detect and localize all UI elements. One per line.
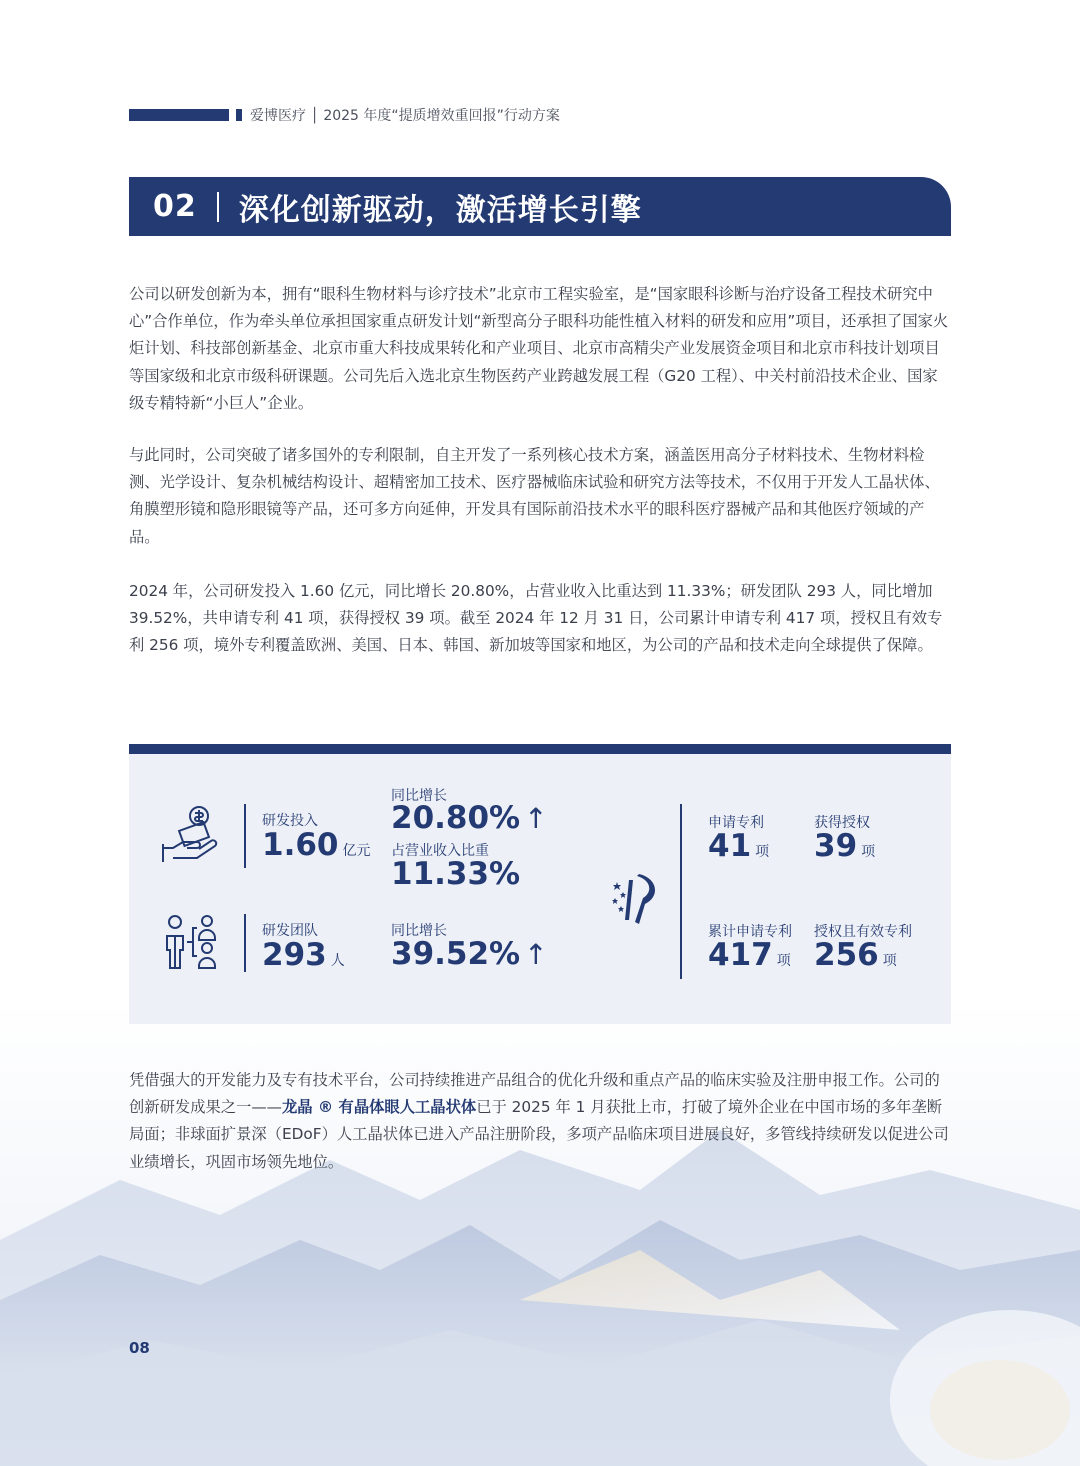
patent-valid-unit: 项 (882, 953, 897, 969)
team-growth-label: 同比增长 (391, 923, 447, 939)
rd-growth-label: 同比增长 (391, 788, 447, 804)
team-growth-number: 39.52% (391, 936, 521, 972)
patent-grant-value (814, 828, 876, 864)
team-number: 293 (262, 937, 327, 973)
patent-valid-value (814, 937, 897, 973)
patent-apply-unit: 项 (755, 844, 770, 860)
paragraph-4-text-b: 已于 2025 年 1 月获批上市，打破了境外企业在中国市场的多年垄断局面；非球面扩景深（EDoF）人工晶状体已进入产品注册阶段，多项产品临床项目进展良好，多管线持续研发以促进公司业绩增长，巩固市场领先地位。 (129, 1098, 949, 1171)
rd-growth-number: 20.80% (391, 800, 521, 836)
patent-grant-number: 39 (814, 828, 858, 864)
section-divider (217, 192, 219, 222)
patent-grant-unit: 项 (861, 844, 876, 860)
rd-invest-number: 1.60 (262, 827, 339, 863)
divider (244, 804, 246, 868)
rd-invest-value (262, 827, 371, 863)
paragraph-4 (129, 1067, 951, 1176)
patent-total-value (708, 937, 791, 973)
up-arrow-icon: ↑ (524, 802, 548, 835)
team-growth-value (391, 936, 548, 972)
team-icon (163, 912, 223, 972)
patent-grant-label: 获得授权 (814, 815, 870, 831)
patent-valid-number: 256 (814, 937, 879, 973)
stats-panel-top-bar (129, 744, 951, 754)
rd-ratio-value: 11.33% (391, 856, 521, 892)
product-name-highlight: 龙晶 ® 有晶体眼人工晶状体 (281, 1098, 477, 1117)
team-value (262, 937, 345, 973)
money-hand-icon (159, 804, 223, 868)
patent-valid-label: 授权且有效专利 (814, 924, 912, 940)
patent-logo-icon (609, 868, 669, 928)
patent-apply-value (708, 828, 770, 864)
team-unit: 人 (330, 953, 345, 969)
paragraph-1: 公司以研发创新为本，拥有“眼科生物材料与诊疗技术”北京市工程实验室，是“国家眼科诊断与治疗设备工程技术研究中心”合作单位，作为牵头单位承担国家重点研发计划“新型高分子眼科功能性植入材料的研发和应用”项目，还承担了国家火炬计划、科技部创新基金、北京市重大科技成果转化和产业项目、北京市高精尖产业发展资金项目和北京市科技计划项目等国家级和北京市级科研课题。公司先后入选北京生物医药产业跨越发展工程（G20 工程）、中关村前沿技术企业、国家级专精特新“小巨人”企业。 (129, 285, 949, 412)
section-title-banner (129, 177, 951, 236)
rd-growth-value (391, 800, 548, 836)
section-title: 深化创新驱动，激活增长引擎 (238, 192, 642, 228)
up-arrow-icon: ↑ (524, 938, 548, 971)
page-number: 08 (129, 1339, 150, 1357)
divider (680, 804, 682, 979)
patent-total-number: 417 (708, 937, 773, 973)
header-text: 爱博医疗 │ 2025 年度“提质增效重回报”行动方案 (250, 108, 560, 124)
patent-total-label: 累计申请专利 (708, 924, 792, 940)
rd-invest-label: 研发投入 (262, 813, 318, 829)
paragraph-2: 与此同时，公司突破了诸多国外的专利限制，自主开发了一系列核心技术方案，涵盖医用高分子材料技术、生物材料检测、光学设计、复杂机械结构设计、超精密加工技术、医疗器械临床试验和研究方法等技术，不仅用于开发人工晶状体、角膜塑形镜和隐形眼镜等产品，还可多方向延伸，开发具有国际前沿技术水平的眼科医疗器械产品和其他医疗领域的产品。 (129, 446, 940, 546)
patent-total-unit: 项 (776, 953, 791, 969)
divider (244, 914, 246, 972)
section-number: 02 (153, 189, 197, 224)
paragraph-4-text-a: 凭借强大的开发能力及专有技术平台，公司持续推进产品组合的优化升级和重点产品的临床实验及注册申报工作。公司的创新研发成果之一—— (129, 1071, 940, 1117)
paragraph-3: 2024 年，公司研发投入 1.60 亿元，同比增长 20.80%，占营业收入比重达到 11.33%；研发团队 293 人，同比增加 39.52%，共申请专利 41 项，获得授权 39 项。截至 2024 年 12 月 31 日，公司累计申请专利 417 项，授权且有效专利 256 项，境外专利覆盖欧洲、美国、日本、韩国、新加坡等国家和地区，为公司的产品和技术走向全球提供了保障。 (129, 582, 943, 655)
patent-apply-number: 41 (708, 828, 752, 864)
patent-apply-label: 申请专利 (708, 815, 764, 831)
rd-invest-unit: 亿元 (342, 843, 371, 859)
stats-panel (129, 744, 951, 1024)
header-bar (129, 109, 229, 121)
team-label: 研发团队 (262, 923, 318, 939)
rd-ratio-label: 占营业收入比重 (391, 843, 489, 859)
header-square (236, 109, 242, 121)
